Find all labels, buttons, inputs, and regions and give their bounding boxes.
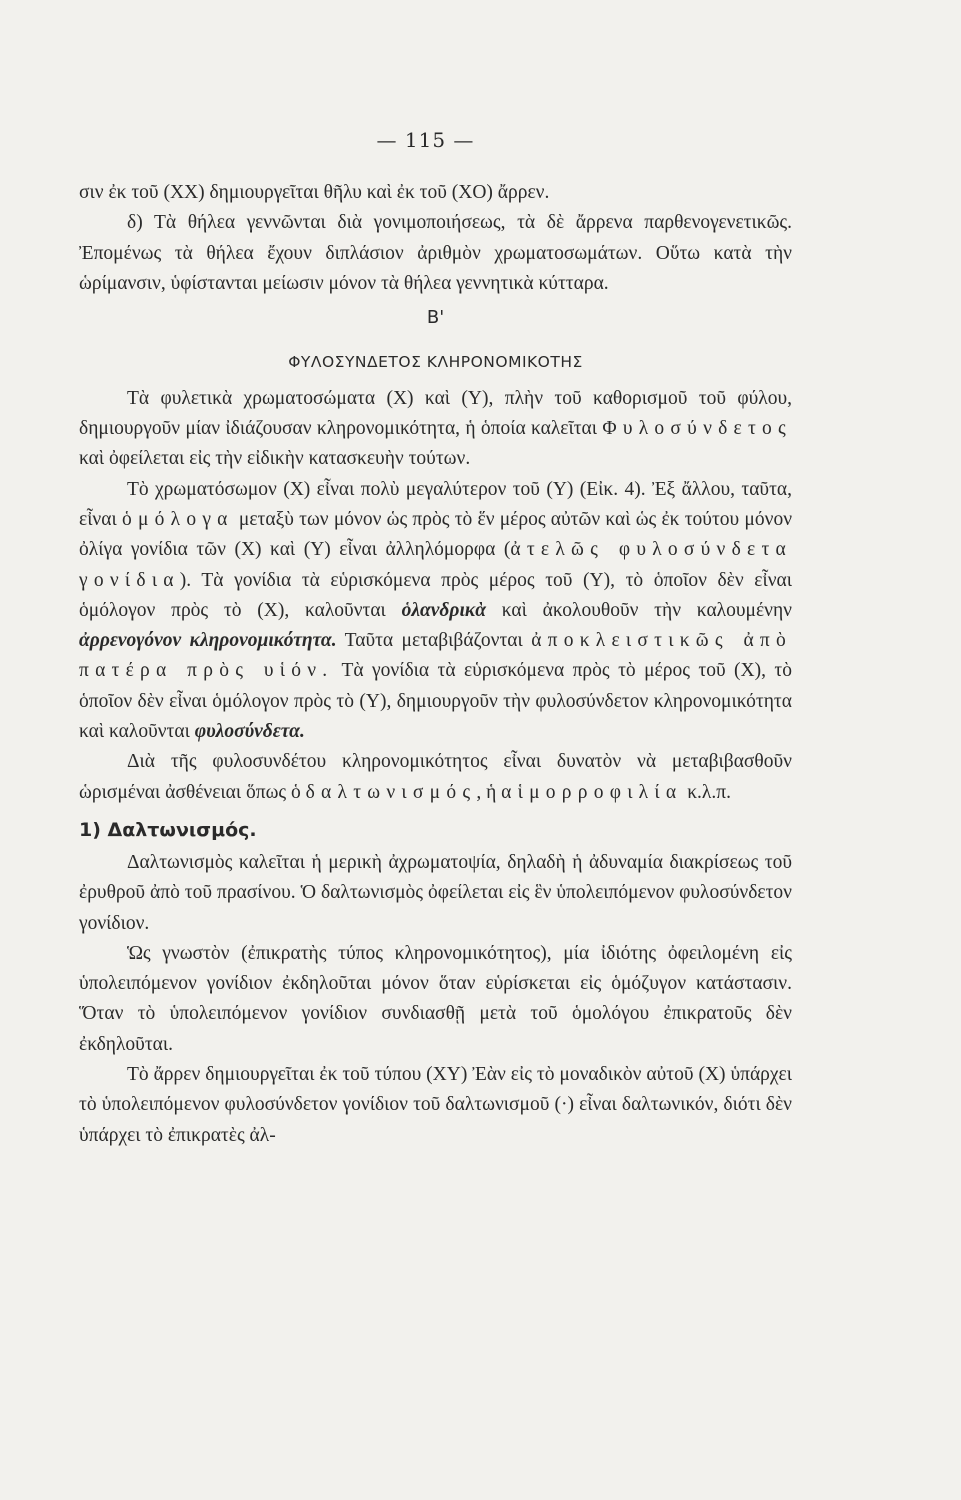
paragraph — [79, 384, 792, 475]
text-run: , ἡ — [476, 781, 497, 803]
paragraph: Τὸ ἄρρεν δημιουργεῖται ἐκ τοῦ τύπου (ΧΥ) Ἐὰν εἰς τὸ μοναδικὸν αὐτοῦ (Χ) ὑπάρχει τὸ ὑπολειπόμενον φυλοσύνδετον γονίδιον τοῦ δαλτωνισμοῦ (·) εἶναι δαλτωνικόν, διότι δὲν ὑπάρχει τὸ ἐπικρατὲς ἀλ- — [79, 1064, 792, 1146]
text-run: Τὰ γονίδια τὰ εὑρισκόμενα πρὸς τὸ μέρος τοῦ (Χ), τὸ ὁποῖον δὲν εἶναι ὁμόλογον πρὸς τὸ (Υ), δημιουργοῦν τὴν φυλοσύνδετον κληρονομικότητα καὶ καλοῦνται — [79, 660, 792, 743]
spaced-term: ὁμόλογα — [121, 508, 234, 530]
spaced-term: αἱμορροφιλία — [501, 781, 683, 803]
paragraph — [79, 475, 792, 748]
paragraph: Ὡς γνωστὸν (ἐπικρατὴς τύπος κληρονομικότητος), μία ἰδιότης ὀφειλομένη εἰς ὑπολειπόμενον γονίδιον ἐκδηλοῦται μόνον ὅταν εὑρίσκεται εἰς ὁμόζυγον κατάστασιν. Ὅταν τὸ ὑπολειπόμενον γονίδιον συνδιασθῇ μετὰ τοῦ ὁμολόγου ἐπικρατοῦς δὲν ἐκδηλοῦται. — [79, 942, 792, 1055]
section-title: ΦΥΛΟΣΥΝΔΕΤΟΣ ΚΛΗΡΟΝΟΜΙΚΟΤΗΣ — [288, 353, 583, 372]
text-run: Διὰ τῆς φυλοσυνδέτου κληρονομικότητος εἶναι δυνατὸν νὰ μεταβιβασθοῦν ὡρισμέναι ἀσθένειαι ὅπως ὁ — [79, 751, 792, 803]
page-number: — 115 — — [376, 128, 475, 152]
text-run: Τὰ φυλετικὰ χρωματοσώματα (Χ) καὶ (Υ), πλὴν τοῦ καθορισμοῦ τοῦ φύλου, δημιουργοῦν μίαν ἰδιάζουσαν κληρονομικότητα, ἡ ὁποία καλεῖται — [79, 387, 792, 440]
subheading: 1) Δαλτωνισμός. — [79, 818, 257, 841]
paragraph: σιν ἐκ τοῦ (ΧΧ) δημιουργεῖται θῆλυ καὶ ἐκ τοῦ (ΧΟ) ἄρρεν. — [79, 182, 550, 203]
paragraph: δ) Τὰ θήλεα γεννῶνται διὰ γονιμοποιήσεως, τὰ δὲ ἄρρενα παρθενογενετικῶς. Ἐπομένως τὰ θήλεα ἔχουν διπλάσιον ἀριθμὸν χρωματοσωμάτων. Οὕτω κατὰ τὴν ὡρίμανσιν, ὑφίστανται μείωσιν μόνον τὰ θήλεα γεννητικὰ κύτταρα. — [79, 212, 792, 294]
spaced-term: ἀποκλειστικῶς ἀπὸ πατέρα πρὸς υἱόν. — [79, 630, 792, 682]
spaced-term: ἀτελῶς φυλοσύνδετα γονίδια — [79, 539, 792, 591]
text-run: καὶ ὀφείλεται εἰς τὴν εἰδικὴν κατασκευὴν τούτων. — [79, 448, 471, 470]
text-run: Ταῦτα μεταβιβάζονται — [344, 630, 523, 652]
text-run: μεταξὺ των μόνον ὡς πρὸς τὸ ἕν μέρος αὐτῶν καὶ ὡς ἐκ τούτου μόνον ὀλίγα γονίδια τῶν (Χ) καὶ (Υ) εἶναι ἀλληλόμορφα ( — [79, 508, 793, 561]
paragraph — [79, 747, 792, 808]
paragraph: Δαλτωνισμὸς καλεῖται ἡ μερικὴ ἀχρωματοψία, δηλαδὴ ἡ ἀδυναμία διακρίσεως τοῦ ἐρυθροῦ ἀπὸ τοῦ πρασίνου. Ὁ δαλτωνισμὸς ὀφείλεται εἰς ἓν ὑπολειπόμενον φυλοσύνδετον γονίδιον. — [79, 851, 792, 934]
text-run: ). Τὰ γονίδια τὰ εὑρισκόμενα πρὸς μέρος τοῦ (Υ), τὸ ὁποῖον δὲν εἶναι ὁμόλογον πρὸς τὸ (Χ), καλοῦνται — [79, 569, 792, 621]
bold-italic-term: φυλοσύνδετα. — [194, 721, 305, 743]
spaced-term: Φυλοσύνδετος — [602, 418, 793, 440]
section-letter: Β' — [426, 307, 445, 329]
bold-italic-term: ὁλανδρικὰ — [401, 599, 486, 621]
spaced-term: δαλτωνισμός — [305, 781, 477, 803]
text-run: Τὸ χρωματόσωμον (Χ) εἶναι πολὺ μεγαλύτερον τοῦ (Υ) (Εἰκ. 4). Ἐξ ἄλλου, ταῦτα, εἶναι — [79, 478, 792, 530]
bold-italic-term: ἀρρενογόνον κληρονομικότητα. — [79, 630, 337, 652]
text-run: καὶ ἀκολουθοῦν τὴν καλουμένην — [501, 599, 793, 621]
text-run: κ.λ.π. — [687, 781, 731, 803]
body-text — [79, 178, 792, 1151]
